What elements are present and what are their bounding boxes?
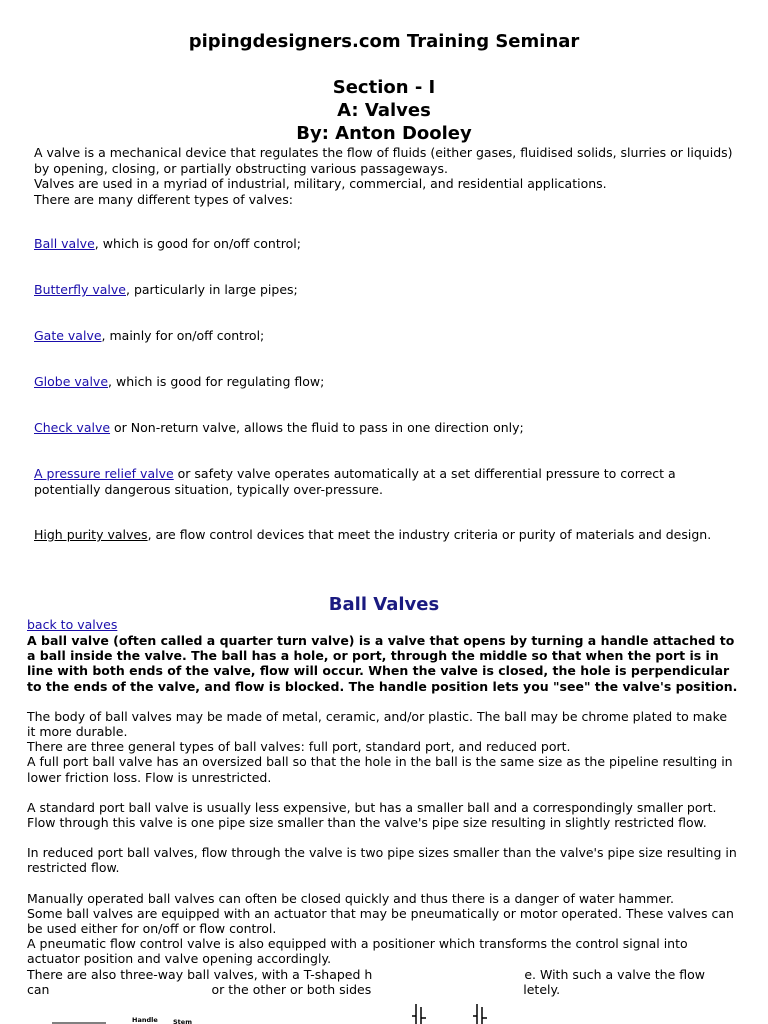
list-item [34, 328, 746, 344]
body-paragraph: Some ball valves are equipped with an actuator that may be pneumatically or motor operated. These valves can be used either for on/off or flow control. [27, 905, 734, 937]
list-item-text: or safety valve operates automatically at a set differential pressure to correct a potentially dangerous situation, typically over-pressure. [34, 466, 676, 497]
spacer [27, 876, 739, 891]
high-purity-valves-text: High purity valves [34, 527, 148, 542]
list-item [34, 420, 746, 436]
intro-paragraph: Valves are used in a myriad of industrial, military, commercial, and residential applications. [34, 176, 607, 191]
body-paragraph: Manually operated ball valves can often be closed quickly and thus there is a danger of water hammer. [27, 890, 674, 906]
body-paragraph-partial: can or the other or both sides letely. [27, 981, 561, 997]
globe-valve-link[interactable]: Globe valve [34, 374, 109, 389]
list-item-text: , mainly for on/off control; [101, 328, 265, 343]
intro-text [34, 145, 744, 207]
valve-sketch-left [412, 1004, 426, 1024]
spacer [27, 830, 739, 845]
diagram-label-handle: Handle [132, 1016, 158, 1024]
list-item-text: , particularly in large pipes; [126, 282, 298, 297]
body-paragraph: There are three general types of ball valves: full port, standard port, and reduced port. [27, 739, 571, 755]
ball-valves-heading: Ball Valves [328, 594, 440, 615]
body-paragraph: A pneumatic flow control valve is also equipped with a positioner which transforms the control signal into actuator position and valve opening accordingly. [27, 936, 688, 967]
check-valve-link[interactable]: Check valve [34, 420, 111, 435]
lead-paragraph: A ball valve (often called a quarter turn valve) is a valve that opens by turning a handle attached to a ball inside the valve. The ball has a hole, or port, through the middle so that when the port is in line with both ends of the valve, flow will occur. When the valve is closed, the hole is perpendicular to the ends of the valve, and flow is blocked. The handle position lets you "see" the valve's position. [27, 633, 738, 694]
section-heading [0, 76, 768, 145]
list-item [34, 236, 746, 252]
pressure-relief-valve-link[interactable]: A pressure relief valve [34, 466, 174, 481]
list-item [34, 527, 746, 543]
list-item [34, 282, 746, 298]
valve-sketch-right [473, 1004, 487, 1024]
list-item-text: , which is good for on/off control; [94, 236, 301, 251]
section-subtitle: A: Valves [337, 100, 431, 121]
butterfly-valve-link[interactable]: Butterfly valve [34, 282, 126, 297]
list-item [34, 466, 746, 497]
diagram-label-stem: Stem [173, 1018, 192, 1024]
valve-diagram [48, 1004, 568, 1024]
site-title: pipingdesigners.com Training Seminar [188, 31, 580, 52]
body-paragraph: The body of ball valves may be made of metal, ceramic, and/or plastic. The ball may be chrome plated to make it more durable. [27, 708, 728, 740]
back-to-valves-link[interactable]: back to valves [27, 617, 118, 632]
list-item [34, 374, 746, 390]
spacer [27, 694, 739, 709]
gate-valve-link[interactable]: Gate valve [34, 328, 102, 343]
intro-paragraph: A valve is a mechanical device that regulates the flow of fluids (either gases, fluidised solids, slurries or liquids) by opening, closing, or partially obstructing various passageways. [34, 145, 733, 176]
body-paragraph: In reduced port ball valves, flow through the valve is two pipe sizes smaller than the valve's pipe size resulting in restricted flow. [27, 845, 737, 876]
ball-valves-body [27, 633, 739, 997]
author-line: By: Anton Dooley [296, 123, 472, 144]
spacer [27, 785, 739, 800]
intro-paragraph: There are many different types of valves: [34, 191, 293, 207]
list-item-text: , are flow control devices that meet the industry criteria or purity of materials and design. [147, 527, 712, 542]
section-number: Section - I [332, 77, 436, 98]
body-paragraph-partial: There are also three-way ball valves, with a T-shaped h e. With such a valve the flow [27, 966, 705, 982]
list-item-text: , which is good for regulating flow; [108, 374, 325, 389]
body-paragraph: A full port ball valve has an oversized ball so that the hole in the ball is the same size as the pipeline resulting in lower friction loss. Flow is unrestricted. [27, 754, 733, 785]
ball-valve-link[interactable]: Ball valve [34, 236, 95, 251]
body-paragraph: A standard port ball valve is usually less expensive, but has a smaller ball and a correspondingly smaller port. Flow through this valve is one pipe size smaller than the valve's pipe size resulting in slightly restricted flow. [27, 799, 717, 831]
list-item-text: or Non-return valve, allows the fluid to pass in one direction only; [110, 420, 524, 435]
